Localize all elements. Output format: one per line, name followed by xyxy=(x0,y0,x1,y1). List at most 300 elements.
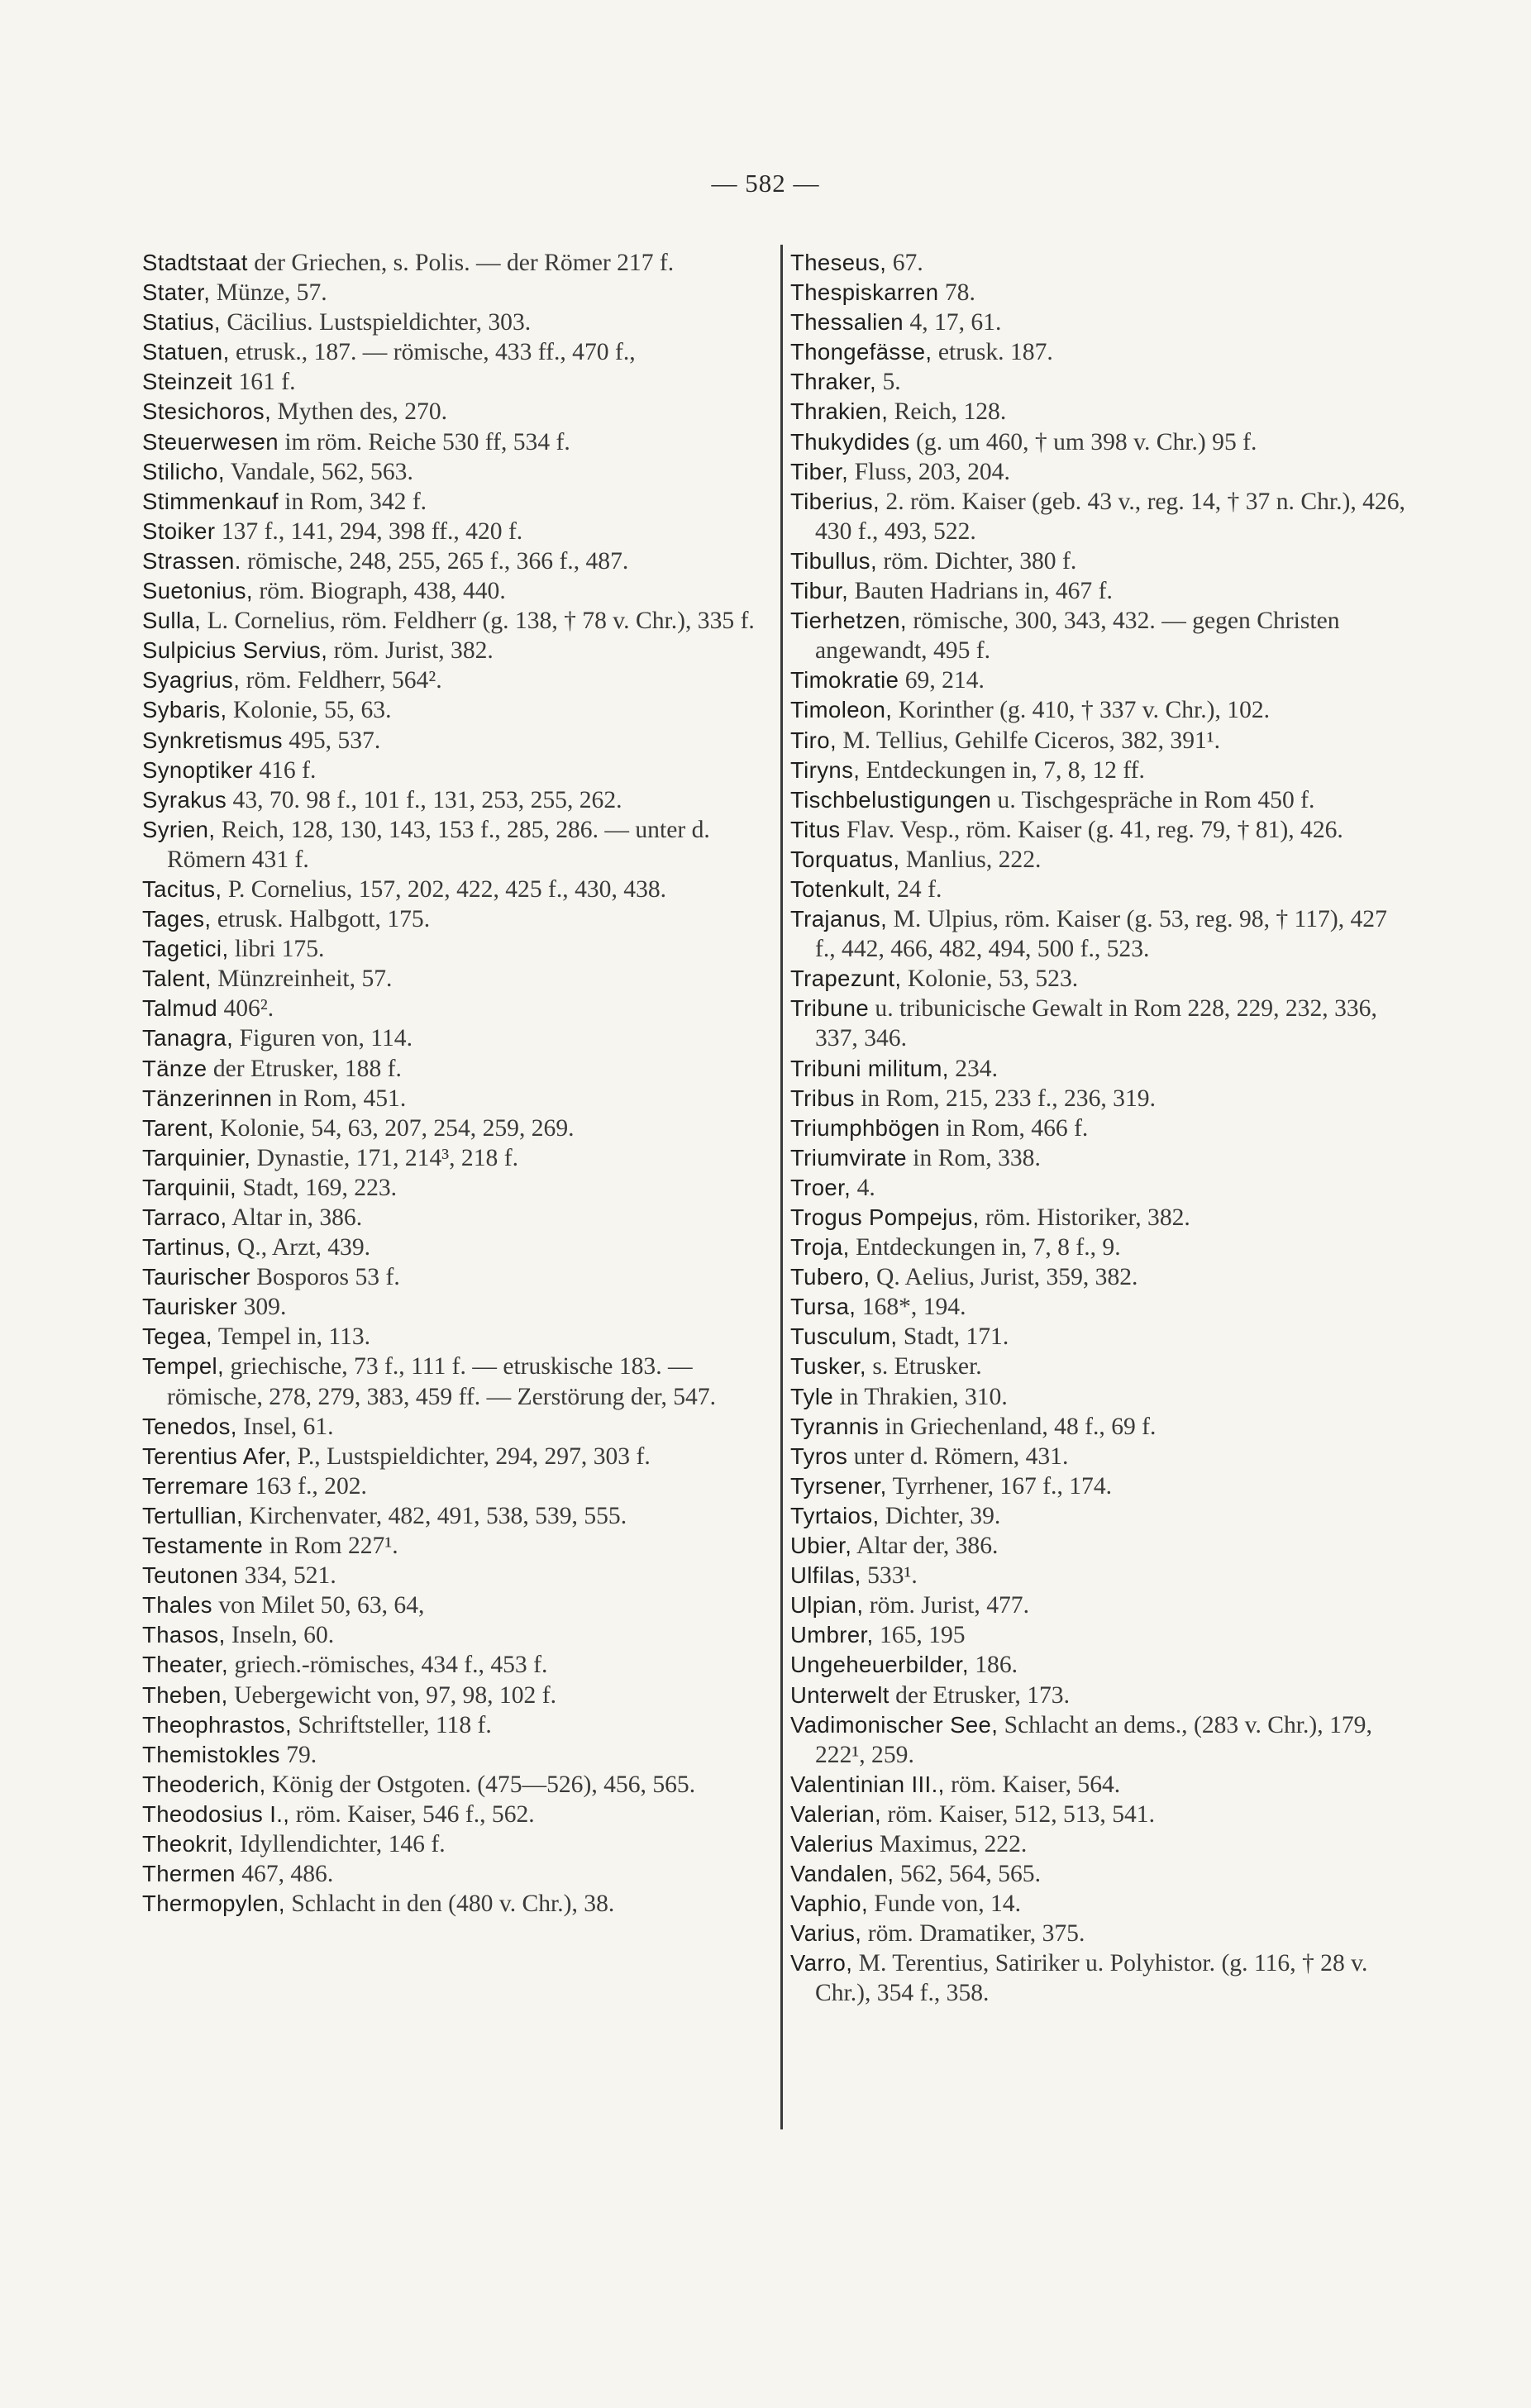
entry-headword: Troer, xyxy=(790,1174,851,1200)
index-entry xyxy=(142,636,769,665)
entry-references: Bosporos 53 f. xyxy=(250,1264,400,1291)
entry-references: Altar in, 386. xyxy=(227,1204,363,1231)
entry-references: 67. xyxy=(886,250,923,276)
index-entry xyxy=(790,1084,1407,1113)
index-entry xyxy=(142,1023,769,1053)
entry-references: 163 f., 202. xyxy=(248,1472,367,1500)
entry-references: M. Terentius, Satiriker u. Polyhistor. (g. 116, † 28 v. Chr.), 354 f., 358. xyxy=(815,1950,1368,2007)
entry-references: Vandale, 562, 563. xyxy=(224,458,413,485)
index-entry xyxy=(790,248,1407,278)
entry-references: von Milet 50, 63, 64, xyxy=(212,1592,425,1619)
index-entry xyxy=(790,1412,1407,1442)
entry-references: Kolonie, 54, 63, 207, 254, 259, 269. xyxy=(213,1114,575,1142)
index-entry xyxy=(142,1262,769,1292)
entry-references: in Rom, 466 f. xyxy=(940,1114,1089,1142)
entry-headword: Tyle xyxy=(790,1383,834,1409)
entry-headword: Synkretismus xyxy=(142,727,283,753)
index-entry xyxy=(142,665,769,695)
index-entry xyxy=(142,606,769,636)
entry-references: röm. Historiker, 382. xyxy=(979,1204,1190,1231)
entry-references: 168*, 194. xyxy=(856,1294,966,1321)
entry-references: in Rom, 451. xyxy=(272,1085,407,1112)
entry-headword: Tibur, xyxy=(790,578,849,604)
entry-references: Korinther (g. 410, † 337 v. Chr.), 102. xyxy=(892,697,1271,724)
entry-headword: Syagrius, xyxy=(142,667,241,694)
index-entry xyxy=(790,1203,1407,1233)
entry-references: Stadt, 171. xyxy=(897,1323,1009,1351)
entry-headword: Trajanus, xyxy=(790,906,888,932)
entry-headword: Theater, xyxy=(142,1652,229,1678)
entry-references: 495, 537. xyxy=(282,727,381,754)
index-entry xyxy=(142,964,769,994)
index-column-left xyxy=(142,248,769,1919)
index-entry xyxy=(142,1173,769,1203)
entry-references: röm. Biograph, 438, 440. xyxy=(252,578,506,605)
entry-headword: Tarquinier, xyxy=(142,1144,251,1171)
entry-references: L. Cornelius, röm. Feldherr (g. 138, † 78 v. Chr.), 335 f. xyxy=(201,608,755,635)
entry-headword: Torquatus, xyxy=(790,846,900,872)
index-entry xyxy=(790,337,1407,367)
entry-references: Flav. Vesp., röm. Kaiser (g. 41, reg. 79, † 81), 426. xyxy=(840,816,1343,843)
index-entry xyxy=(142,1322,769,1352)
index-entry xyxy=(790,1173,1407,1203)
index-entry xyxy=(790,1561,1407,1590)
entry-headword: Theophrastos, xyxy=(142,1711,292,1738)
entry-headword: Triumvirate xyxy=(790,1144,907,1171)
entry-headword: Tages, xyxy=(142,906,212,932)
index-entry xyxy=(790,785,1407,815)
entry-headword: Tänzerinnen xyxy=(142,1085,273,1111)
entry-references: Kirchenvater, 482, 491, 538, 539, 555. xyxy=(243,1502,627,1529)
index-entry xyxy=(790,1620,1407,1650)
entry-references: röm. Kaiser, 564. xyxy=(944,1771,1121,1798)
entry-headword: Varro, xyxy=(790,1950,853,1976)
index-entry xyxy=(790,1054,1407,1084)
entry-references: 4. xyxy=(851,1174,875,1201)
index-entry xyxy=(790,1262,1407,1292)
entry-references: (g. um 460, † um 398 v. Chr.) 95 f. xyxy=(909,428,1257,455)
index-entry xyxy=(142,1681,769,1710)
entry-references: 309. xyxy=(237,1294,287,1321)
entry-headword: Tarent, xyxy=(142,1114,214,1141)
entry-headword: Tischbelustigungen xyxy=(790,786,992,813)
entry-references: Münze, 57. xyxy=(210,279,327,307)
index-entry xyxy=(142,397,769,427)
entry-headword: Sybaris, xyxy=(142,697,227,723)
index-entry xyxy=(142,1859,769,1889)
entry-references: im röm. Reiche 530 ff, 534 f. xyxy=(278,428,570,455)
index-entry xyxy=(790,427,1407,457)
entry-references: Mythen des, 270. xyxy=(271,398,448,426)
entry-references: Inseln, 60. xyxy=(225,1622,335,1649)
entry-references: 137 f., 141, 294, 398 ff., 420 f. xyxy=(215,517,523,545)
entry-references: in Griechenland, 48 f., 69 f. xyxy=(879,1413,1157,1440)
entry-references: Uebergewicht von, 97, 98, 102 f. xyxy=(227,1681,556,1709)
entry-headword: Tyrsener, xyxy=(790,1472,887,1499)
entry-references: Idyllendichter, 146 f. xyxy=(233,1830,446,1857)
index-entry xyxy=(142,815,769,875)
entry-references: Kolonie, 55, 63. xyxy=(227,697,392,724)
index-entry xyxy=(790,1471,1407,1501)
entry-headword: Vadimonischer See, xyxy=(790,1711,999,1738)
entry-references: röm. Kaiser, 546 f., 562. xyxy=(289,1800,535,1828)
index-entry xyxy=(142,517,769,546)
index-entry xyxy=(142,1620,769,1650)
index-entry xyxy=(142,1442,769,1471)
entry-references: Funde von, 14. xyxy=(868,1891,1021,1918)
entry-headword: Talmud xyxy=(142,995,218,1022)
entry-references: M. Ulpius, röm. Kaiser (g. 53, reg. 98, † 117), 427 f., 442, 466, 482, 494, 500 f., 523. xyxy=(815,906,1387,963)
entry-references: Kolonie, 53, 523. xyxy=(901,966,1079,993)
entry-references: Tempel in, 113. xyxy=(212,1323,371,1351)
entry-headword: Tubero, xyxy=(790,1264,870,1290)
index-entry xyxy=(790,1948,1407,2008)
entry-references: u. Tischgespräche in Rom 450 f. xyxy=(991,786,1315,813)
index-entry xyxy=(790,1650,1407,1680)
entry-references: unter d. Römern, 431. xyxy=(847,1442,1069,1470)
entry-headword: Thongefässe, xyxy=(790,339,932,365)
entry-headword: Thermopylen, xyxy=(142,1891,285,1917)
index-entry xyxy=(790,397,1407,427)
entry-references: Maximus, 222. xyxy=(873,1830,1028,1857)
entry-references: in Rom, 215, 233 f., 236, 319. xyxy=(854,1085,1156,1112)
index-entry xyxy=(790,994,1407,1053)
index-entry xyxy=(790,1829,1407,1859)
index-entry xyxy=(790,1681,1407,1710)
entry-headword: Tarraco, xyxy=(142,1204,227,1230)
entry-references: 78. xyxy=(938,279,975,307)
entry-headword: Statius, xyxy=(142,309,221,336)
entry-headword: Tegea, xyxy=(142,1323,212,1350)
entry-headword: Theokrit, xyxy=(142,1830,234,1857)
entry-headword: Thrakien, xyxy=(790,398,889,425)
index-entry xyxy=(142,875,769,904)
entry-headword: Thukydides xyxy=(790,428,910,455)
entry-headword: Thales xyxy=(142,1592,212,1619)
entry-references: Altar der, 386. xyxy=(851,1533,999,1560)
index-entry xyxy=(790,1292,1407,1322)
entry-references: griechische, 73 f., 111 f. — etruskische 183. — römische, 278, 279, 383, 459 ff. — Zerstörung der, 547. xyxy=(167,1353,717,1410)
entry-references: Q., Arzt, 439. xyxy=(231,1234,371,1261)
index-entry xyxy=(142,337,769,367)
entry-headword: Valerius xyxy=(790,1830,874,1857)
entry-references: libri 175. xyxy=(228,936,325,963)
entry-references: etrusk., 187. — römische, 433 ff., 470 f., xyxy=(229,339,636,366)
entry-headword: Stater, xyxy=(142,279,211,306)
entry-references: 562, 564, 565. xyxy=(894,1861,1041,1888)
entry-references: 79. xyxy=(279,1741,317,1768)
entry-headword: Taurisker xyxy=(142,1294,238,1320)
entry-headword: Ulfilas, xyxy=(790,1562,861,1589)
entry-references: in Rom, 342 f. xyxy=(278,488,427,515)
entry-headword: Tanagra, xyxy=(142,1025,234,1051)
entry-headword: Thasos, xyxy=(142,1622,226,1648)
index-entry xyxy=(790,1710,1407,1770)
index-entry xyxy=(142,1770,769,1800)
index-entry xyxy=(790,1889,1407,1919)
entry-headword: Tyros xyxy=(790,1442,848,1469)
entry-headword: Ungeheuerbilder, xyxy=(790,1652,969,1678)
entry-references: in Thrakien, 310. xyxy=(833,1383,1008,1410)
entry-headword: Syrakus xyxy=(142,786,227,813)
index-entry xyxy=(142,994,769,1023)
entry-headword: Tacitus, xyxy=(142,875,222,902)
index-entry xyxy=(790,457,1407,487)
index-entry xyxy=(142,1292,769,1322)
index-entry xyxy=(142,756,769,785)
entry-references: 334, 521. xyxy=(238,1562,336,1590)
entry-references: 406². xyxy=(217,995,274,1023)
entry-headword: Valentinian III., xyxy=(790,1771,945,1797)
entry-references: Reich, 128. xyxy=(888,398,1007,426)
entry-headword: Steinzeit xyxy=(142,369,233,395)
entry-references: röm. Jurist, 382. xyxy=(327,637,494,665)
index-entry xyxy=(142,576,769,606)
index-entry xyxy=(142,1829,769,1859)
index-entry xyxy=(790,1590,1407,1620)
index-entry xyxy=(142,1501,769,1531)
entry-headword: Umbrer, xyxy=(790,1622,874,1648)
entry-headword: Sulpicius Servius, xyxy=(142,637,328,664)
index-entry xyxy=(142,1113,769,1143)
entry-headword: Triumphbögen xyxy=(790,1114,941,1141)
entry-references: der Etrusker, 173. xyxy=(889,1681,1070,1709)
entry-references: 165, 195 xyxy=(873,1622,966,1649)
index-entry xyxy=(142,308,769,337)
entry-headword: Vaphio, xyxy=(790,1891,869,1917)
entry-headword: Theoderich, xyxy=(142,1771,266,1797)
entry-references: Cäcilius. Lustspieldichter, 303. xyxy=(220,309,532,336)
index-entry xyxy=(790,875,1407,904)
entry-headword: Theseus, xyxy=(790,250,887,275)
entry-references: Münzreinheit, 57. xyxy=(211,966,393,993)
entry-headword: Ulpian, xyxy=(790,1592,864,1619)
index-entry xyxy=(790,606,1407,665)
entry-references: röm. Dramatiker, 375. xyxy=(861,1920,1085,1948)
entry-headword: Stoiker xyxy=(142,517,216,544)
entry-headword: Thessalien xyxy=(790,309,904,336)
entry-headword: Taurischer xyxy=(142,1264,250,1290)
index-entry xyxy=(142,934,769,964)
entry-headword: Themistokles xyxy=(142,1741,280,1767)
entry-references: in Rom, 338. xyxy=(906,1144,1041,1171)
entry-references: 24 f. xyxy=(890,875,942,903)
index-entry xyxy=(142,1233,769,1262)
entry-references: 2. röm. Kaiser (geb. 43 v., reg. 14, † 37 n. Chr.), 426, 430 f., 493, 522. xyxy=(815,488,1405,545)
entry-references: Tyrrhener, 167 f., 174. xyxy=(886,1472,1113,1500)
index-entry xyxy=(790,1770,1407,1800)
index-entry xyxy=(142,367,769,397)
entry-headword: Tusculum, xyxy=(790,1323,898,1350)
entry-headword: Steuerwesen xyxy=(142,428,279,455)
entry-headword: Trapezunt, xyxy=(790,966,902,992)
entry-headword: Tyrtaios, xyxy=(790,1502,880,1528)
index-entry xyxy=(142,278,769,308)
index-entry xyxy=(142,1143,769,1173)
entry-references: 161 f. xyxy=(232,369,296,396)
index-entry xyxy=(790,308,1407,337)
entry-references: Entdeckungen in, 7, 8, 12 ff. xyxy=(860,756,1145,784)
entry-references: 186. xyxy=(968,1652,1018,1679)
entry-headword: Titus xyxy=(790,816,841,842)
entry-headword: Tenedos, xyxy=(142,1413,237,1439)
entry-headword: Tribuni militum, xyxy=(790,1055,949,1081)
index-entry xyxy=(790,904,1407,964)
entry-headword: Tiber, xyxy=(790,458,849,484)
entry-references: M. Tellius, Gehilfe Ciceros, 382, 391¹. xyxy=(836,727,1221,754)
index-entry xyxy=(142,1590,769,1620)
index-entry xyxy=(142,1800,769,1829)
entry-headword: Trogus Pompejus, xyxy=(790,1204,980,1230)
entry-references: König der Ostgoten. (475—526), 456, 565. xyxy=(265,1771,696,1798)
entry-headword: Stesichoros, xyxy=(142,398,272,425)
index-entry xyxy=(790,1143,1407,1173)
index-entry xyxy=(142,457,769,487)
entry-headword: Statuen, xyxy=(142,339,230,365)
entry-references: Bauten Hadrians in, 467 f. xyxy=(848,578,1113,605)
entry-headword: Unterwelt xyxy=(790,1681,890,1708)
entry-references: Fluss, 203, 204. xyxy=(848,458,1010,485)
entry-references: 416 f. xyxy=(252,756,317,784)
index-entry xyxy=(142,427,769,457)
entry-references: etrusk. Halbgott, 175. xyxy=(211,906,431,933)
entry-headword: Testamente xyxy=(142,1533,264,1559)
entry-headword: Theodosius I., xyxy=(142,1800,290,1827)
entry-references: Entdeckungen in, 7, 8 f., 9. xyxy=(849,1234,1121,1261)
index-column-right xyxy=(790,248,1407,2009)
index-entry xyxy=(790,756,1407,785)
index-entry xyxy=(142,785,769,815)
index-entry xyxy=(790,367,1407,397)
index-entry xyxy=(142,1084,769,1113)
index-entry xyxy=(790,964,1407,994)
index-entry xyxy=(790,695,1407,725)
index-entry xyxy=(790,1501,1407,1531)
entry-headword: Timokratie xyxy=(790,667,899,694)
entry-references: der Etrusker, 188 f. xyxy=(207,1055,402,1082)
entry-headword: Sulla, xyxy=(142,608,202,634)
index-entry xyxy=(142,1740,769,1770)
entry-headword: Tempel, xyxy=(142,1353,225,1380)
index-entry xyxy=(790,1113,1407,1143)
entry-headword: Troja, xyxy=(790,1234,850,1261)
entry-headword: Tiro, xyxy=(790,727,837,753)
index-entry xyxy=(142,1471,769,1501)
entry-references: Stadt, 169, 223. xyxy=(236,1174,398,1201)
index-entry xyxy=(790,1800,1407,1829)
index-entry xyxy=(790,1531,1407,1561)
entry-references: 69, 214. xyxy=(899,667,985,694)
entry-headword: Totenkult, xyxy=(790,875,891,902)
index-entry xyxy=(142,546,769,576)
entry-references: 533¹. xyxy=(861,1562,918,1590)
index-entry xyxy=(142,904,769,934)
entry-references: röm. Feldherr, 564². xyxy=(240,667,442,694)
entry-references: römische, 248, 255, 265 f., 366 f., 487. xyxy=(241,547,629,575)
entry-headword: Valerian, xyxy=(790,1800,882,1827)
entry-references: Reich, 128, 130, 143, 153 f., 285, 286. — unter d. Römern 431 f. xyxy=(167,816,710,873)
index-entry xyxy=(142,1054,769,1084)
entry-headword: Tursa, xyxy=(790,1294,856,1320)
entry-headword: Thraker, xyxy=(790,369,877,395)
entry-headword: Thespiskarren xyxy=(790,279,939,306)
entry-headword: Tierhetzen, xyxy=(790,608,907,634)
entry-references: Dichter, 39. xyxy=(879,1502,1001,1529)
entry-headword: Tyrannis xyxy=(790,1413,880,1439)
entry-references: Insel, 61. xyxy=(236,1413,334,1440)
index-entry xyxy=(142,248,769,278)
entry-headword: Tribus xyxy=(790,1085,855,1111)
index-entry xyxy=(142,1561,769,1590)
index-entry xyxy=(142,726,769,756)
entry-references: 43, 70. 98 f., 101 f., 131, 253, 255, 262. xyxy=(227,786,622,813)
index-entry xyxy=(790,1859,1407,1889)
entry-headword: Terremare xyxy=(142,1472,249,1499)
entry-references: röm. Kaiser, 512, 513, 541. xyxy=(881,1800,1155,1828)
entry-references: römische, 300, 343, 432. — gegen Christen angewandt, 495 f. xyxy=(815,608,1340,665)
entry-headword: Talent, xyxy=(142,966,212,992)
index-entry xyxy=(142,1531,769,1561)
entry-headword: Tartinus, xyxy=(142,1234,231,1261)
entry-headword: Tarquinii, xyxy=(142,1174,237,1200)
entry-references: Manlius, 222. xyxy=(899,846,1042,873)
entry-headword: Tänze xyxy=(142,1055,207,1081)
index-entry xyxy=(790,726,1407,756)
entry-headword: Synoptiker xyxy=(142,756,253,783)
index-entry xyxy=(142,487,769,517)
entry-references: u. tribunicische Gewalt in Rom 228, 229, 232, 336, 337, 346. xyxy=(815,995,1377,1052)
index-entry xyxy=(142,1650,769,1680)
entry-headword: Tusker, xyxy=(790,1353,866,1380)
index-entry xyxy=(790,665,1407,695)
entry-references: in Rom 227¹. xyxy=(263,1533,398,1560)
entry-headword: Stimmenkauf xyxy=(142,488,279,514)
entry-headword: Tiberius, xyxy=(790,488,880,514)
entry-headword: Tagetici, xyxy=(142,936,229,962)
entry-references: 5. xyxy=(876,369,901,396)
entry-references: Schriftsteller, 118 f. xyxy=(292,1711,492,1738)
index-entry xyxy=(142,1412,769,1442)
page-number: — 582 — xyxy=(711,169,820,198)
entry-headword: Suetonius, xyxy=(142,578,253,604)
entry-headword: Vandalen, xyxy=(790,1861,894,1887)
entry-headword: Stadtstaat xyxy=(142,250,248,275)
index-entry xyxy=(790,1442,1407,1471)
entry-references: etrusk. 187. xyxy=(932,339,1053,366)
entry-headword: Varius, xyxy=(790,1920,862,1947)
entry-references: Figuren von, 114. xyxy=(233,1025,413,1052)
index-entry xyxy=(142,1889,769,1919)
entry-headword: Tertullian, xyxy=(142,1502,244,1528)
entry-references: Dynastie, 171, 214³, 218 f. xyxy=(250,1144,518,1171)
index-entry xyxy=(142,1352,769,1411)
index-entry xyxy=(790,1352,1407,1381)
entry-headword: Stilicho, xyxy=(142,458,225,484)
entry-references: griech.-römisches, 434 f., 453 f. xyxy=(228,1652,548,1679)
entry-headword: Thermen xyxy=(142,1861,236,1887)
entry-references: der Griechen, s. Polis. — der Römer 217 f. xyxy=(247,250,675,276)
entry-references: 4, 17, 61. xyxy=(904,309,1002,336)
entry-references: P. Cornelius, 157, 202, 422, 425 f., 430, 438. xyxy=(222,875,667,903)
index-entry xyxy=(790,1919,1407,1948)
entry-references: Q. Aelius, Jurist, 359, 382. xyxy=(870,1264,1138,1291)
entry-references: röm. Dichter, 380 f. xyxy=(876,547,1077,575)
entry-headword: Tiryns, xyxy=(790,756,861,783)
index-entry xyxy=(790,1233,1407,1262)
index-entry xyxy=(790,1322,1407,1352)
entry-headword: Teutonen xyxy=(142,1562,239,1589)
entry-references: Schlacht in den (480 v. Chr.), 38. xyxy=(284,1891,615,1918)
